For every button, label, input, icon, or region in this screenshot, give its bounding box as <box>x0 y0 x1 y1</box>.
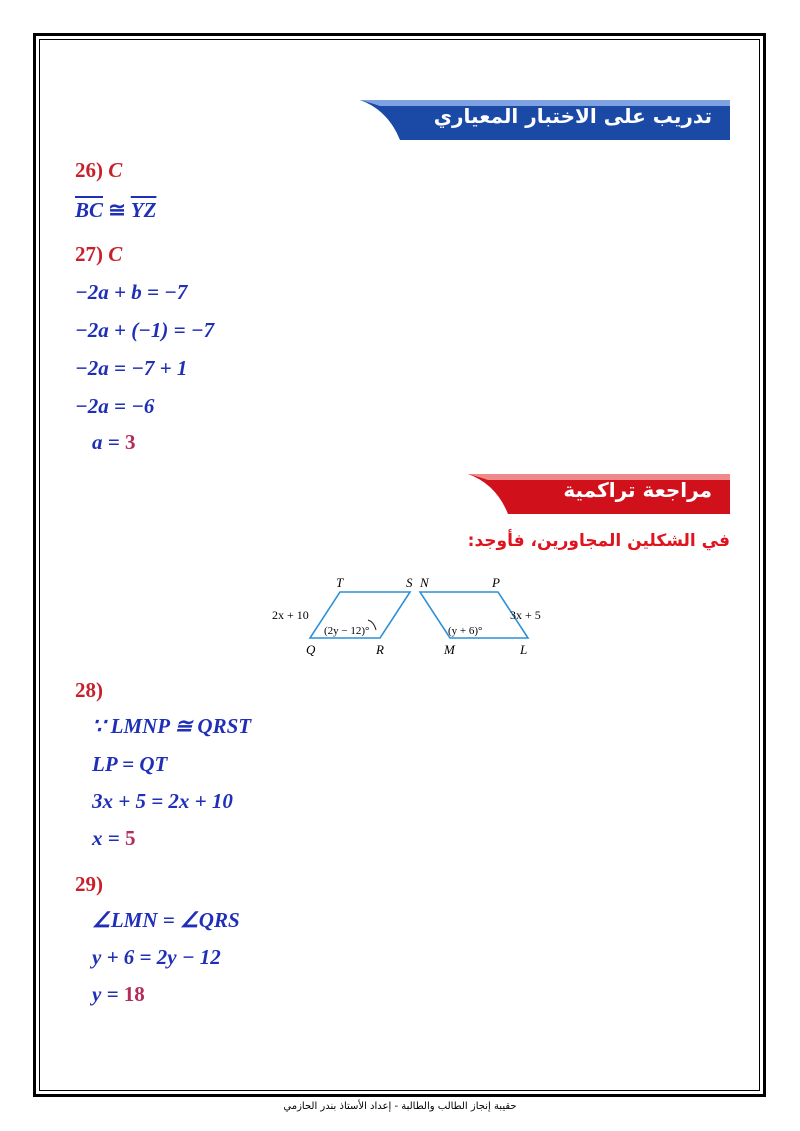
standardized-test-banner <box>360 100 730 140</box>
question-26-header <box>75 158 122 183</box>
equation-line: ∠LMN = ∠QRS <box>92 908 240 932</box>
equation-line: −2a = −6 <box>75 394 155 418</box>
question-number: 28) <box>75 678 103 702</box>
vertex-r: R <box>376 642 384 657</box>
vertex-l: L <box>520 642 528 657</box>
variable: x = <box>92 826 120 850</box>
angle-label-right: (y + 6)° <box>448 625 483 637</box>
vertex-q: Q <box>306 642 316 657</box>
question-27-header <box>75 242 122 267</box>
vertex-s: S <box>406 575 413 590</box>
vertex-m: M <box>444 642 455 657</box>
answer-choice: C <box>108 242 123 266</box>
vertex-n: N <box>420 575 429 590</box>
vertex-p: P <box>492 575 500 590</box>
equation-line: 3x + 5 = 2x + 10 <box>92 789 233 813</box>
result-value: 18 <box>123 982 145 1006</box>
answer-choice: C <box>108 158 123 182</box>
side-label-right: 3x + 5 <box>510 608 541 622</box>
question-number: 29) <box>75 872 103 896</box>
banner-title: تدريب على الاختبار المعياري <box>433 104 712 128</box>
equation-line: y + 6 = 2y − 12 <box>92 945 221 969</box>
vertex-t: T <box>336 575 344 590</box>
equation-line: −2a = −7 + 1 <box>75 356 188 380</box>
side-label-left: 2x + 10 <box>272 608 309 622</box>
final-answer <box>92 430 135 455</box>
equation-line: −2a + (−1) = −7 <box>75 318 215 342</box>
question-29-header <box>75 872 103 897</box>
q26-congruence <box>75 198 156 223</box>
question-number: 26) <box>75 158 103 182</box>
variable: y = <box>92 982 119 1006</box>
question-number: 27) <box>75 242 103 266</box>
result-value: 3 <box>124 430 136 454</box>
segment-bc: $\overline{BC}$ <box>75 198 104 222</box>
cumulative-review-banner <box>468 474 730 514</box>
congruent-symbol: ≅ <box>108 198 126 222</box>
parallelograms-figure <box>270 572 560 667</box>
angle-label-left: (2y − 12)° <box>324 625 370 637</box>
equation-line: LP = QT <box>92 752 168 776</box>
question-28-header <box>75 678 103 703</box>
page-footer: حقيبة إنجاز الطالب والطالبة - إعداد الأستاذ بندر الحازمي <box>283 1101 517 1112</box>
page-border-inner <box>39 39 760 1091</box>
segment-yz: $\overline{YZ}$ <box>130 198 157 222</box>
banner-title: مراجعة تراكمية <box>563 478 712 502</box>
parallelograms-diagram <box>270 572 560 662</box>
variable: a = <box>92 430 120 454</box>
result-value: 5 <box>124 826 136 850</box>
instruction-text: في الشكلين المجاورين، فأوجد: <box>467 531 730 551</box>
final-answer <box>92 826 135 851</box>
equation-line: −2a + b = −7 <box>75 280 188 304</box>
equation-line: ∵ LMNP ≅ QRST <box>92 714 252 738</box>
final-answer <box>92 982 145 1007</box>
